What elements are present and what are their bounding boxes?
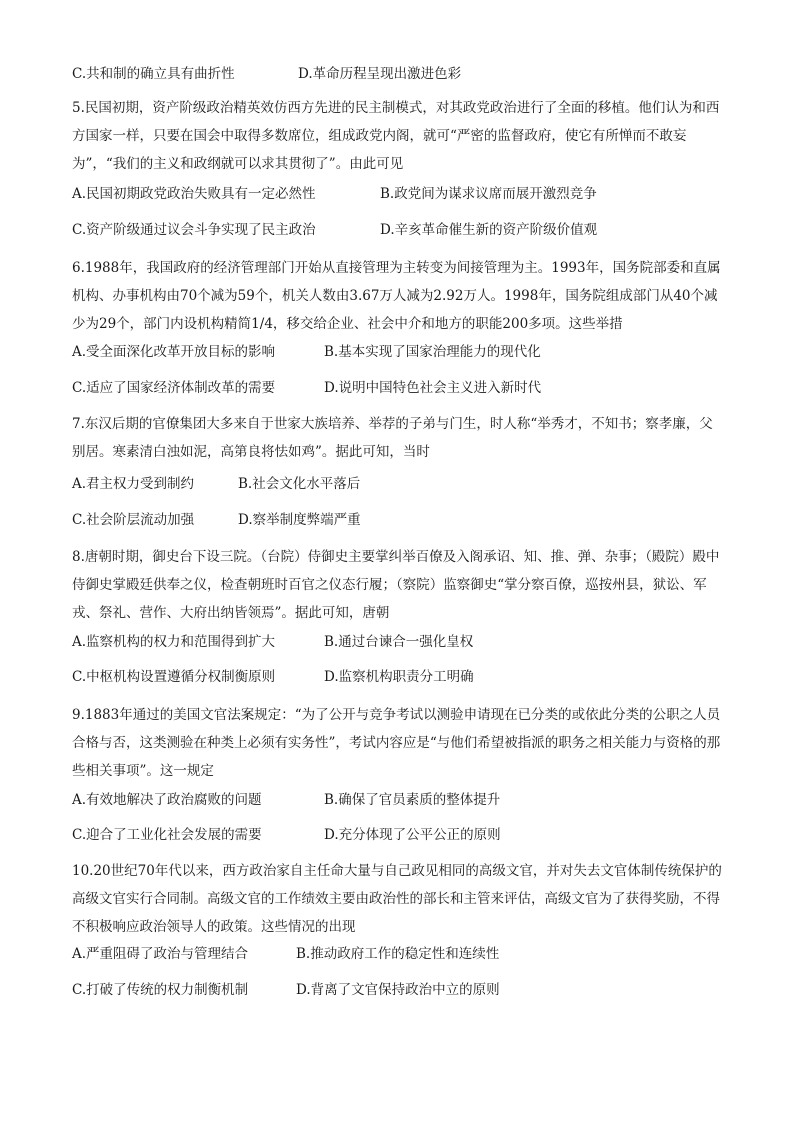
q10-option-d: D.背离了文官保持政治中立的原则 <box>296 982 500 998</box>
q8-option-a: A.监察机构的权力和范围得到扩大 <box>72 634 276 650</box>
q5-option-b: B.政党间为谋求议席而展开激烈竞争 <box>380 186 597 202</box>
q8-option-c: C.中枢机构设置遵循分权制衡原则 <box>72 669 276 685</box>
q10-option-a: A.严重阻碍了政治与管理结合 <box>72 946 249 962</box>
q9-option-b: B.确保了官员素质的整体提升 <box>324 792 501 808</box>
q7-option-d: D.察举制度弊端严重 <box>238 512 361 528</box>
q8-stem: 8.唐朝时期，御史台下设三院。（台院）侍御史主要掌纠举百僚及入阁承诏、知、推、弹、杂事；（殿院）殿中侍御史掌殿廷供奉之仪，检查朝班时百官之仪态行履；（察院）监察御史“掌分察百僚，巡按州县，狱讼、军戎、祭礼、营作、大府出纳皆领焉”。据此可知，唐朝 <box>72 549 720 621</box>
q10-stem: 10.20世纪70年代以来，西方政治家自主任命大量与自己政见相同的高级文官，并对失去文官体制传统保护的高级文官实行合同制。高级文官的工作绩效主要由政治性的部长和主管来评估，高级文官为了获得奖励，不得不积极响应政治领导人的政策。这些情况的出现 <box>72 863 722 935</box>
q5-stem: 5.民国初期，资产阶级政治精英效仿西方先进的民主制模式，对其政党政治进行了全面的移植。他们认为和西方国家一样，只要在国会中取得多数席位，组成政党内阁，就可“严密的监督政府，使它有所惮而不敢妄为”，“我们的主义和政纲就可以求其贯彻了”。由此可见 <box>72 100 720 172</box>
q9-option-c: C.迎合了工业化社会发展的需要 <box>72 827 262 843</box>
q6-option-b: B.基本实现了国家治理能力的现代化 <box>324 344 541 360</box>
q4-option-c: C.共和制的确立具有曲折性 <box>72 66 235 82</box>
q10-option-b: B.推动政府工作的稳定性和连续性 <box>296 946 500 962</box>
q7-option-b: B.社会文化水平落后 <box>238 476 361 492</box>
q4-option-d: D.革命历程呈现出激进色彩 <box>298 66 462 82</box>
q6-option-c: C.适应了国家经济体制改革的需要 <box>72 380 276 396</box>
q9-stem: 9.1883年通过的美国文官法案规定：“为了公开与竞争考试以测验申请现在已分类的或依此分类的公职之人员合格与否，这类测验在种类上必须有实务性”，考试内容应是“与他们希望被指派的职务之相关能力与资格的那些相关事项”。这一规定 <box>72 707 721 779</box>
q9-option-a: A.有效地解决了政治腐败的问题 <box>72 792 262 808</box>
q5-option-a: A.民国初期政党政治失败具有一定必然性 <box>72 186 316 202</box>
q7-stem: 7.东汉后期的官僚集团大多来自于世家大族培养、举荐的子弟与门生，时人称“举秀才，不知书；察孝廉，父别居。寒素清白浊如泥，高第良将怯如鸡”。据此可知，当时 <box>72 416 713 460</box>
q8-option-d: D.监察机构职责分工明确 <box>324 669 474 685</box>
q5-option-d: D.辛亥革命催生新的资产阶级价值观 <box>380 222 598 238</box>
q8-option-b: B.通过台谏合一强化皇权 <box>324 634 474 650</box>
q6-option-d: D.说明中国特色社会主义进入新时代 <box>324 380 542 396</box>
q10-option-c: C.打破了传统的权力制衡机制 <box>72 982 249 998</box>
q7-option-c: C.社会阶层流动加强 <box>72 512 195 528</box>
q9-option-d: D.充分体现了公平公正的原则 <box>324 827 501 843</box>
q7-option-a: A.君主权力受到制约 <box>72 476 195 492</box>
q6-option-a: A.受全面深化改革开放目标的影响 <box>72 344 276 360</box>
q5-option-c: C.资产阶级通过议会斗争实现了民主政治 <box>72 222 316 238</box>
q6-stem: 6.1988年，我国政府的经济管理部门开始从直接管理为主转变为间接管理为主。1993年，国务院部委和直属机构、办事机构由70个减为59个，机关人数由3.67万人减为2.92万人。1998年，国务院组成部门从40个减少为29个，部门内设机构精简1/4，移交给企业、社会中介和地方的职能200多项。这些举措 <box>72 260 721 332</box>
